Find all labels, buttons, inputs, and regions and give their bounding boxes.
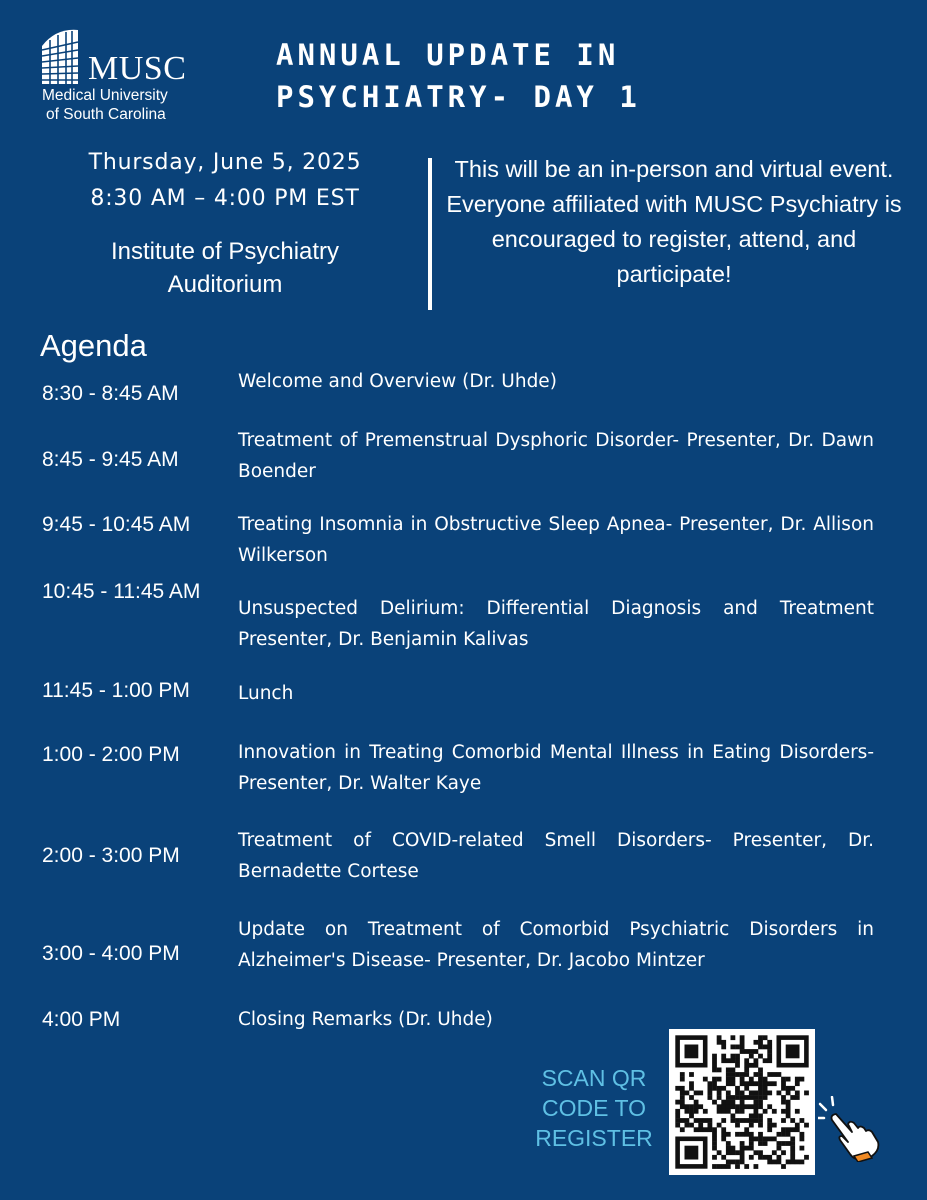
scan-qr-label [528, 1063, 660, 1153]
agenda-description: Closing Remarks (Dr. Uhde) [238, 1009, 493, 1030]
agenda-description: Lunch [238, 683, 294, 704]
pointing-hand-icon [818, 1096, 884, 1162]
logo-subtitle-line1: Medical University [42, 87, 168, 104]
agenda-description: Welcome and Overview (Dr. Uhde) [238, 371, 557, 392]
vertical-divider [428, 158, 432, 310]
agenda-description: Unsuspected Delirium: Differential Diagnosis and Treatment Presenter, Dr. Benjamin Kalivas [238, 598, 874, 650]
building-logo-icon [38, 26, 88, 88]
agenda-heading: Agenda [40, 328, 147, 363]
agenda-description: Treating Insomnia in Obstructive Sleep Apnea- Presenter, Dr. Allison Wilkerson [238, 514, 874, 566]
musc-logo [38, 26, 188, 122]
event-date: Thursday, June 5, 2025 [88, 150, 362, 175]
page-title: ANNUAL UPDATE IN PSYCHIATRY- DAY 1 [276, 38, 641, 114]
qr-code-icon[interactable] [669, 1029, 815, 1175]
agenda-time: 9:45 - 10:45 AM [42, 513, 191, 536]
scan-qr-label-line2: CODE TO [542, 1095, 646, 1121]
agenda-time: 10:45 - 11:45 AM [42, 580, 201, 603]
agenda-time: 8:30 - 8:45 AM [42, 382, 179, 405]
agenda-description: Treatment of Premenstrual Dysphoric Disorder- Presenter, Dr. Dawn Boender [238, 430, 874, 482]
agenda-description: Treatment of COVID-related Smell Disorders- Presenter, Dr. Bernadette Cortese [238, 830, 874, 882]
event-time: 8:30 AM – 4:00 PM EST [90, 186, 360, 211]
agenda-time: 8:45 - 9:45 AM [42, 448, 179, 471]
agenda-time: 11:45 - 1:00 PM [42, 679, 190, 702]
logo-subtitle-line2: of South Carolina [46, 106, 166, 123]
agenda-description: Innovation in Treating Comorbid Mental Illness in Eating Disorders- Presenter, Dr. Walter Kaye [238, 742, 874, 794]
agenda-time: 1:00 - 2:00 PM [42, 743, 180, 766]
agenda-time: 4:00 PM [42, 1008, 121, 1031]
scan-qr-label-line1: SCAN QR [541, 1065, 647, 1091]
scan-qr-label-line3: REGISTER [535, 1125, 653, 1151]
event-info: This will be an in-person and virtual event. Everyone affiliated with MUSC Psychiatry is encouraged to register, attend, and participate! [446, 156, 902, 287]
event-venue-line1: Institute of Psychiatry [110, 238, 340, 265]
event-venue-line2: Auditorium [167, 271, 283, 298]
agenda-description: Update on Treatment of Comorbid Psychiatric Disorders in Alzheimer's Disease- Presenter, Dr. Jacobo Mintzer [238, 919, 874, 971]
logo-name: MUSC [88, 50, 187, 87]
agenda-time: 3:00 - 4:00 PM [42, 942, 180, 965]
agenda-time: 2:00 - 3:00 PM [42, 844, 180, 867]
